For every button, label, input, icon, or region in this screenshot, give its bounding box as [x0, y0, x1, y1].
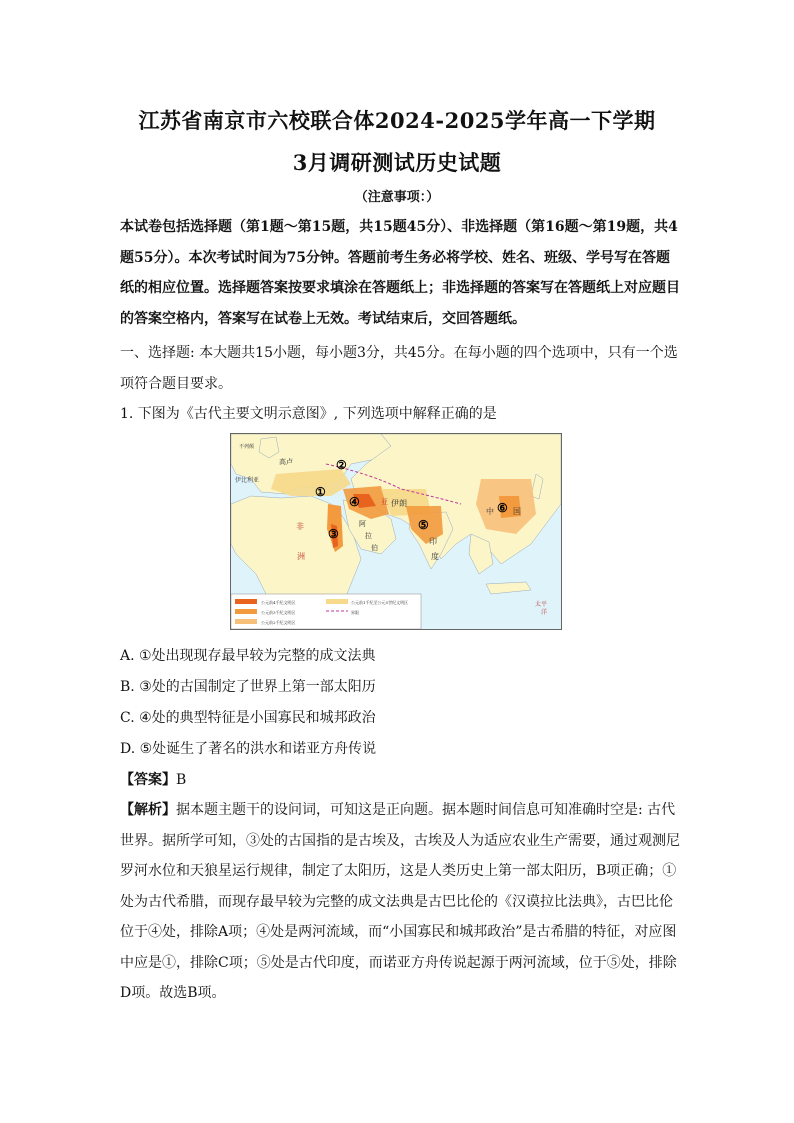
analysis-text: 据本题主题干的设问词，可知这是正向题。据本题时间信息可知准确时空是: 古代世界。据所学可知，③处的古国指的是古埃及，古埃及人为适应农业生产需要，通过观测尼罗河水位和天狼星运行规律，制定了太阳历，这是人类历史上第一部太阳历，B项正确；①处为古代希腊，而现存最早较为完整的成文法典是古巴比伦的《汉谟拉比法典》，古巴比伦位于④处，排除A项；④处是两河流域，而“小国寡民和城邦政治”是古希腊的特征，对应图中应是①，排除C项；⑤处是古代印度，而诺亚方舟传说起源于两河流域，位于⑤处，排除D项。故选B项。	[120, 802, 680, 1001]
marker-5: ⑤	[418, 518, 429, 532]
label-africa-1: 非	[296, 522, 304, 531]
notice-heading: （注意事项：）	[354, 190, 440, 205]
label-india-2: 度	[431, 552, 439, 561]
exam-title-line2: 3月调研测试历史试题	[292, 150, 502, 175]
label-india-1: 印	[429, 537, 437, 546]
indonesia	[486, 582, 531, 594]
label-pacific-1: 太平	[535, 601, 548, 608]
label-arabia-1: 阿	[359, 520, 366, 528]
legend-label-2000: 公元前2千纪文明区	[261, 620, 296, 625]
marker-2: ②	[336, 458, 347, 472]
legend-swatch-2000	[235, 619, 257, 624]
label-iberia: 伊比利亚	[235, 477, 260, 484]
label-britain: 不列颠	[239, 444, 255, 450]
label-china-1: 中	[486, 507, 494, 516]
marker-3: ③	[328, 527, 339, 541]
label-arabia-3: 伯	[371, 544, 378, 552]
label-africa-2: 洲	[297, 552, 305, 561]
answer-line	[120, 769, 186, 789]
marker-4: ④	[349, 495, 360, 509]
option-d: D. ⑤处诞生了著名的洪水和诺亚方舟传说	[120, 741, 377, 757]
legend-label-1000: 公元前1千纪至公元5世纪文明区	[351, 600, 409, 605]
answer-label: 【答案】	[120, 772, 176, 788]
label-arabia-2: 拉	[365, 532, 372, 540]
label-gaul: 高卢	[279, 458, 293, 466]
marker-6: ⑥	[497, 501, 508, 515]
legend-swatch-3000	[235, 609, 257, 614]
legend-label-border: 界限	[351, 610, 359, 615]
label-asia: 亚	[381, 498, 388, 506]
legend-label-3000: 公元前3千纪文明区	[261, 610, 296, 615]
exam-title-line1: 江苏省南京市六校联合体2024-2025学年高一下学期	[138, 108, 656, 133]
analysis-label: 【解析】	[120, 802, 176, 818]
option-c: C. ④处的典型特征是小国寡民和城邦政治	[120, 710, 376, 726]
answer-value: B	[176, 772, 187, 788]
legend-label-4000: 公元前4千纪文明区	[261, 600, 296, 605]
exam-instructions: 本试卷包括选择题（第1题～第15题，共15题45分）、非选择题（第16题～第19题，共4题55分）。本次考试时间为75分钟。答题前考生务必将学校、姓名、班级、学号写在答题纸的相应位置。选择题答案按要求填涂在答题纸上；非选择题的答案写在答题纸上对应题目的答案空格内，答案写在试卷上无效。考试结束后，交回答题纸。	[120, 219, 680, 327]
label-china-2: 国	[513, 507, 521, 516]
legend-swatch-4000	[235, 599, 257, 604]
ancient-civilizations-map	[230, 433, 562, 630]
option-b: B. ③处的古国制定了世界上第一部太阳历	[120, 679, 376, 695]
marker-1: ①	[315, 485, 326, 499]
section-heading: 一、选择题: 本大题共15小题，每小题3分，共45分。在每小题的四个选项中，只有一个选项符合题目要求。	[120, 345, 678, 392]
analysis-paragraph	[120, 795, 680, 1009]
map-svg	[231, 434, 561, 629]
label-pacific-2: 洋	[541, 609, 548, 616]
option-a: A. ①处出现现存最早较为完整的成文法典	[120, 648, 376, 664]
label-iran: 伊朗	[391, 499, 407, 508]
question-stem: 1. 下图为《古代主要文明示意图》, 下列选项中解释正确的是	[120, 406, 497, 422]
legend-swatch-1000	[326, 599, 348, 604]
